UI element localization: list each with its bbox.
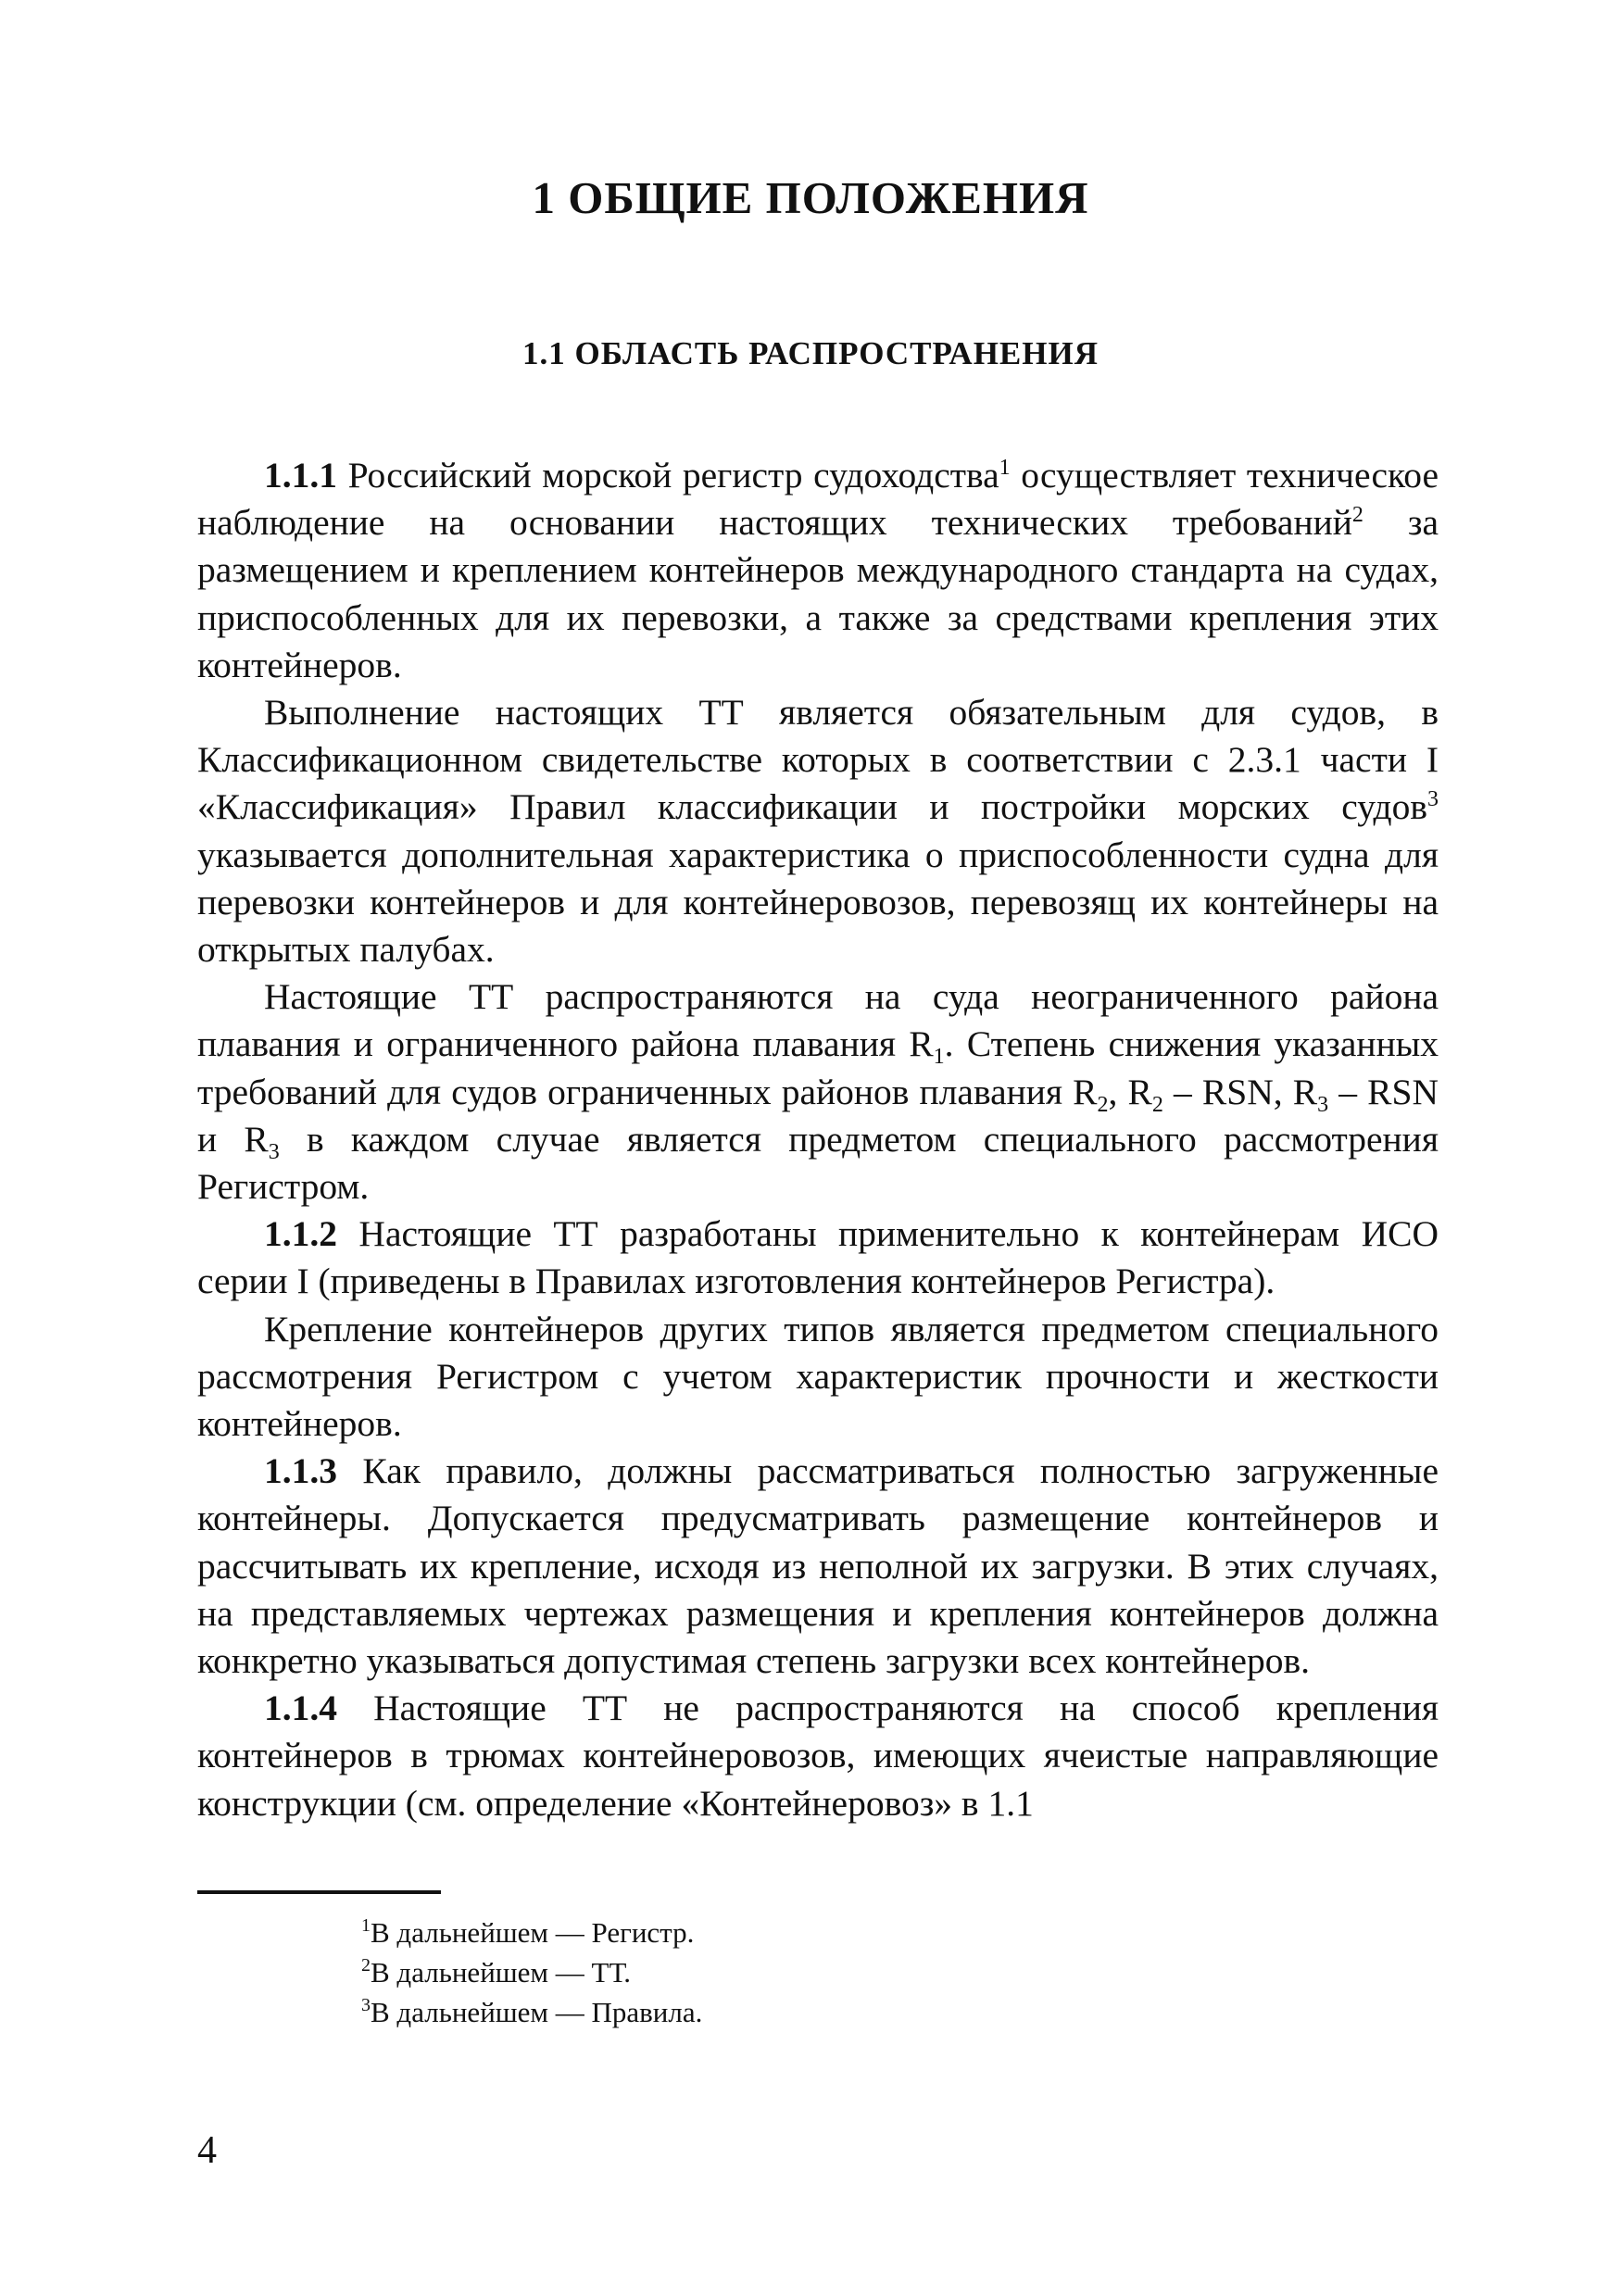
chapter-title: 1 ОБЩИЕ ПОЛОЖЕНИЯ [532, 172, 1089, 223]
footnote-text: В дальнейшем — ТТ. [371, 1956, 632, 1989]
paragraph-mandatory [197, 689, 1439, 973]
footnote-mark: 1 [361, 1915, 371, 1936]
clause-number: 1.1.3 [264, 1450, 337, 1492]
clause-number: 1.1.2 [264, 1213, 337, 1255]
paragraph-1-1-3 [197, 1448, 1439, 1685]
paragraph-other-types [197, 1306, 1439, 1449]
paragraph-text: Выполнение настоящих ТТ является обязательным для судов, в Классификационном свидетельстве которых в соответствии с 2.3.1 части I «Классификация» Правил классификации и постройки морских судов [197, 692, 1439, 828]
paragraph-text: . Степень снижения указанных требований для судов ограниченных районов плавания R [197, 1023, 1439, 1112]
footnote-divider [197, 1890, 441, 1894]
paragraph-text: Российский морской регистр судоходства [337, 455, 999, 496]
paragraph-1-1-4 [197, 1685, 1439, 1827]
footnote-mark: 2 [361, 1955, 371, 1976]
paragraph-1-1-2 [197, 1211, 1439, 1305]
footnote-mark: 3 [361, 1995, 371, 2015]
paragraph-text: – RSN, R [1162, 1071, 1318, 1112]
footnote-2 [361, 1952, 1195, 1992]
clause-number: 1.1.1 [264, 455, 337, 496]
footnotes [361, 1913, 1195, 2032]
paragraph-text: осуществляет техническое наблюдение на основании настоящих технических требований [197, 455, 1439, 544]
footnote-ref-1: 1 [999, 456, 1011, 480]
paragraph-text: Настоящие ТТ разработаны применительно к контейнерам ИСО серии I (приведены в Правилах изготовления контейнеров Регистра). [197, 1213, 1439, 1302]
page-number: 4 [197, 2129, 217, 2172]
paragraph-text: Крепление контейнеров других типов является предметом специального рассмотрения Регистром с учетом характеристик прочности и жесткости контейнеров. [197, 1308, 1439, 1445]
paragraph-1-1-1 [197, 452, 1439, 689]
subscript: 2 [1151, 1092, 1163, 1117]
footnote-text: В дальнейшем — Правила. [371, 1996, 703, 2028]
section-title: 1.1 ОБЛАСТЬ РАСПРОСТРАНЕНИЯ [522, 335, 1099, 371]
clause-number: 1.1.4 [264, 1687, 337, 1729]
paragraph-navigation-areas [197, 973, 1439, 1211]
paragraph-text: Как правило, должны рассматриваться полностью загруженные контейнеры. Допускается предусматривать размещение контейнеров и рассчитывать их крепление, исходя из неполной их загрузки. В этих случаях, на представляемых чертежах размещения и крепления контейнеров должна конкретно указываться допустимая степень загрузки всех контейнеров. [197, 1450, 1439, 1682]
footnote-ref-2: 2 [1351, 503, 1363, 528]
body-text [197, 452, 1439, 1827]
paragraph-text: в каждом случае является предметом специального рассмотрения Регистром. [197, 1118, 1439, 1208]
footnote-3 [361, 1992, 1195, 2032]
subscript: 1 [933, 1045, 945, 1070]
paragraph-text: , R [1108, 1071, 1152, 1112]
subscript: 3 [1317, 1092, 1329, 1117]
paragraph-text: указывается дополнительная характеристика о приспособленности судна для перевозки контейнеров и для контейнеровозов, перевозящ их контейнеры на открытых палубах. [197, 834, 1439, 971]
paragraph-text: – RSN и R [197, 1071, 1439, 1160]
footnote-text: В дальнейшем — Регистр. [371, 1916, 695, 1949]
footnote-1 [361, 1913, 1195, 1952]
footnote-ref-3: 3 [1427, 787, 1439, 812]
paragraph-text: за размещением и креплением контейнеров международного стандарта на судах, приспособленных для их перевозки, а также за средствами крепления этих контейнеров. [197, 502, 1439, 685]
paragraph-text: Настоящие ТТ распространяются на суда неограниченного района плавания и ограниченного района плавания R [197, 976, 1439, 1065]
subscript: 3 [268, 1139, 280, 1164]
subscript: 2 [1097, 1092, 1109, 1117]
paragraph-text: Настоящие ТТ не распространяются на способ крепления контейнеров в трюмах контейнеровозов, имеющих ячеистые направляющие конструкции (см. определение «Контейнеровоз» в 1.1 [197, 1687, 1439, 1824]
